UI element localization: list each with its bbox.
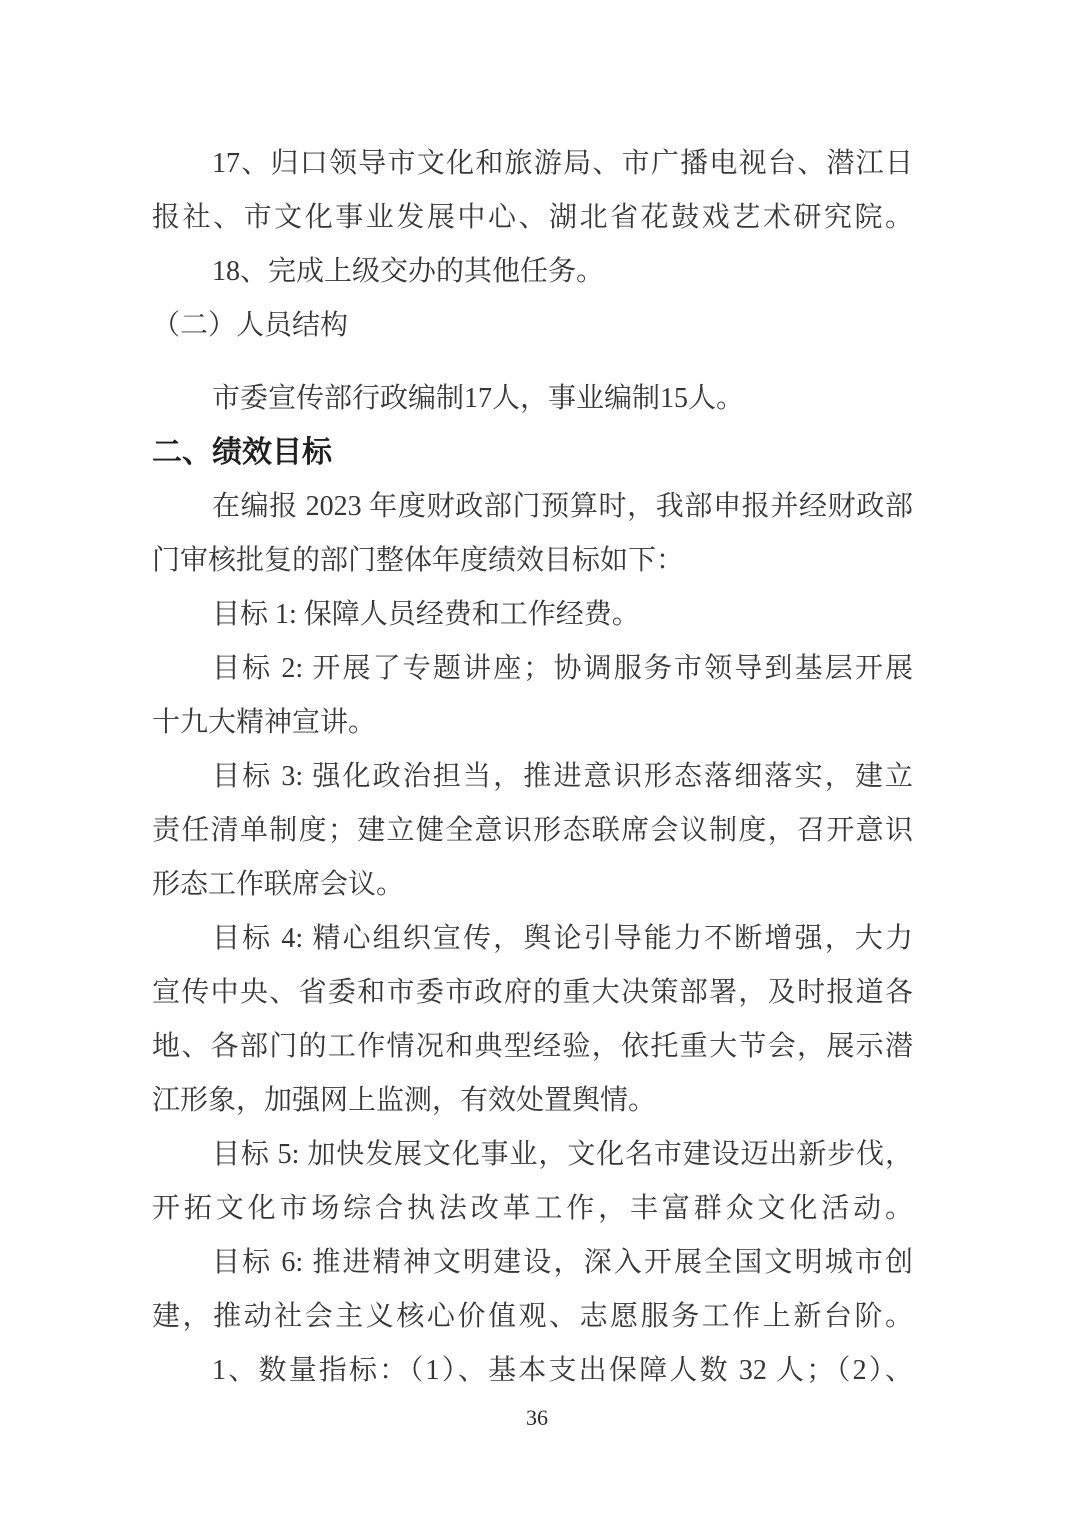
quantity-indicators-line: 1、数量指标：（1）、基本支出保障人数 32 人；（2）、 [212, 1355, 913, 1386]
paragraph-goals-intro: 在编报 2023 年度财政部门预算时，我部申报并经财政部 [212, 491, 913, 522]
goal-4-continued-3: 江形象，加强网上监测，有效处置舆情。 [152, 1085, 657, 1116]
page-number: 36 [526, 1405, 548, 1430]
goal-6-continued: 建，推动社会主义核心价值观、志愿服务工作上新台阶。 [152, 1301, 913, 1332]
goal-6: 目标 6: 推进精神文明建设，深入开展全国文明城市创 [212, 1247, 913, 1278]
goal-3: 目标 3: 强化政治担当，推进意识形态落细落实，建立 [212, 761, 913, 792]
list-item-18: 18、完成上级交办的其他任务。 [212, 256, 605, 287]
goal-4: 目标 4: 精心组织宣传，舆论引导能力不断增强，大力 [212, 923, 913, 954]
goal-5-continued: 开拓文化市场综合执法改革工作，丰富群众文化活动。 [152, 1193, 913, 1224]
section-heading-performance-goals: 二、绩效目标 [152, 436, 332, 469]
goal-3-continued: 责任清单制度；建立健全意识形态联席会议制度，召开意识 [152, 815, 913, 846]
goal-3-continued-2: 形态工作联席会议。 [152, 869, 405, 900]
paragraph-goals-intro-continued: 门审核批复的部门整体年度绩效目标如下： [152, 545, 685, 576]
document-body [152, 137, 913, 1398]
list-item-17-continued: 报社、市文化事业发展中心、湖北省花鼓戏艺术研究院。 [152, 202, 913, 233]
goal-2-continued: 十九大精神宣讲。 [152, 707, 377, 738]
goal-4-continued-2: 地、各部门的工作情况和典型经验，依托重大节会，展示潜 [152, 1031, 913, 1062]
subsection-heading-personnel-structure: （二）人员结构 [152, 310, 349, 341]
goal-2: 目标 2: 开展了专题讲座；协调服务市领导到基层开展 [212, 653, 913, 684]
goal-4-continued: 宣传中央、省委和市委市政府的重大决策部署，及时报道各 [152, 977, 913, 1008]
paragraph-staffing: 市委宣传部行政编制17人，事业编制15人。 [212, 383, 745, 414]
list-item-17: 17、归口领导市文化和旅游局、市广播电视台、潜江日 [212, 148, 913, 179]
goal-5: 目标 5: 加快发展文化事业，文化名市建设迈出新步伐， [212, 1139, 913, 1170]
goal-1: 目标 1: 保障人员经费和工作经费。 [212, 599, 640, 630]
